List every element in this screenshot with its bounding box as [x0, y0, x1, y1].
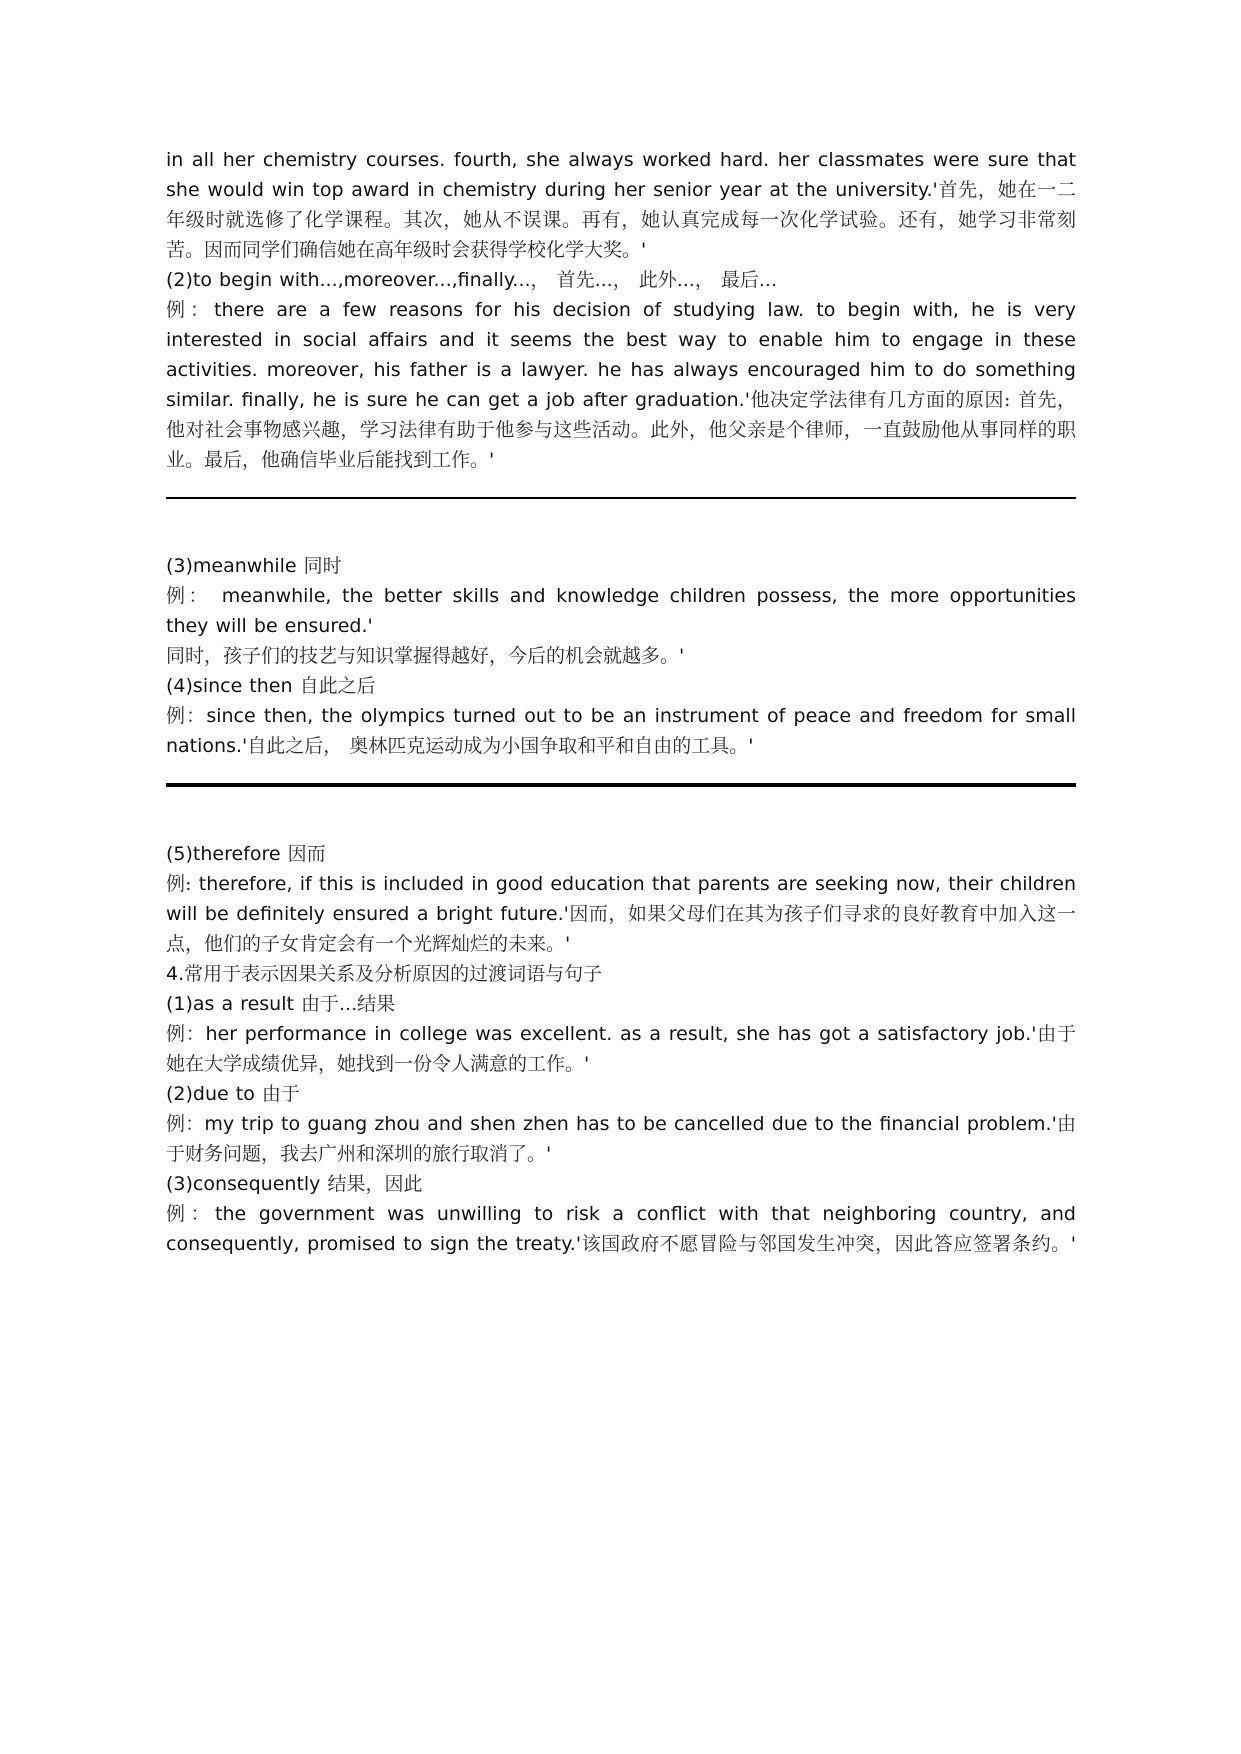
english-text-run: (4)since then [166, 675, 300, 697]
chinese-text-run: 自此之后 [299, 675, 376, 697]
chinese-text-run: 该国政府不愿冒险与邻国发生冲突，因此答应签署条约。 [581, 1233, 1071, 1255]
paragraph [166, 959, 1076, 989]
english-text-run: meanwhile, the better skills and knowledge children possess, the more opportunities they will be ensured.' [166, 585, 1076, 637]
chinese-text-run: 他决定学法律有几方面的原因: 首先，他对社会事物感兴趣，学习法律有助于他参与这些活动。此外，他父亲是个律师，一直鼓励他从事同样的职业。最后，他确信毕业后能找到工作。 [166, 389, 1076, 471]
paragraph [166, 581, 1076, 641]
paragraph [166, 295, 1076, 475]
chinese-text-run: 因而 [287, 843, 326, 865]
chinese-text-run: 由于财务问题，我去广州和深圳的旅行取消了。 [166, 1113, 1076, 1165]
chinese-text-run: 自此之后， 奥林匹克运动成为小国争取和平和自由的工具。 [247, 735, 749, 757]
chinese-text-run: 常用于表示因果关系及分析原因的过渡词语与句子 [184, 963, 603, 985]
paragraph [166, 989, 1076, 1019]
chinese-text-run: 例： [166, 1113, 205, 1135]
paragraph [166, 671, 1076, 701]
english-text-run: ' [489, 449, 495, 471]
chinese-text-run: 由于她在大学成绩优异，她找到一份令人满意的工作。 [166, 1023, 1076, 1075]
chinese-text-run: 例： [166, 585, 222, 607]
chinese-text-run: 首先，她在一二年级时就选修了化学课程。其次，她从不误课。再有，她认真完成每一次化学试验。还有，她学习非常刻苦。因而同学们确信她在高年级时会获得学校化学大奖。 [166, 179, 1076, 261]
chinese-text-run: 由于...结果 [300, 993, 396, 1015]
english-text-run: ' [546, 1143, 552, 1165]
chinese-text-run: 例： [166, 299, 215, 321]
english-text-run: ' [565, 933, 571, 955]
english-text-run: (2)due to [166, 1083, 262, 1105]
english-text-run: (3)meanwhile [166, 555, 304, 577]
chinese-text-run: 同时 [303, 555, 342, 577]
english-text-run: ' [584, 1053, 590, 1075]
chinese-text-run: 同时，孩子们的技艺与知识掌握得越好，今后的机会就越多。 [166, 645, 680, 667]
paragraph [166, 1079, 1076, 1109]
chinese-text-run: 例： [166, 1023, 206, 1045]
paragraph [166, 265, 1076, 295]
chinese-text-run: 由于 [261, 1083, 300, 1105]
english-text-run: (5)therefore [166, 843, 288, 865]
english-text-run: ' [748, 735, 754, 757]
english-text-run: her performance in college was excellent. as a result, she has got a satisfactory job.' [205, 1023, 1037, 1045]
paragraph [166, 1169, 1076, 1199]
section-divider [166, 497, 1076, 499]
english-text-run: since then, the olympics turned out to be an instrument of peace and freedom for small nations.' [166, 705, 1076, 757]
chinese-text-run: 例: [166, 873, 199, 895]
english-text-run: there are a few reasons for his decision of studying law. to begin with, he is very interested in social affairs and it seems the best way to enable him to engage in these activities. moreover, his father is a lawyer. he has always encouraged him to do something similar. finally, he is sure he can get a job after graduation.' [166, 299, 1076, 411]
english-text-run: (2)to begin with...,moreover...,finally... [166, 269, 531, 291]
english-text-run: in all her chemistry courses. fourth, she always worked hard. her classmates were sure that she would win top award in chemistry during her senior year at the university.' [166, 149, 1076, 201]
paragraph [166, 839, 1076, 869]
paragraph [166, 1199, 1076, 1259]
english-text-run: therefore, if this is included in good education that parents are seeking now, their children will be definitely ensured a bright future.' [166, 873, 1076, 925]
chinese-text-run: 例： [166, 1203, 216, 1225]
chinese-text-run: 因而，如果父母们在其为孩子们寻求的良好教育中加入这一点，他们的子女肯定会有一个光辉灿烂的未来。 [166, 903, 1076, 955]
chinese-text-run: ， 首先...， 此外...， 最后... [530, 269, 778, 291]
paragraph [166, 869, 1076, 959]
english-text-run: (1)as a result [166, 993, 301, 1015]
paragraph [166, 641, 1076, 671]
english-text-run: ' [679, 645, 685, 667]
english-text-run: the government was unwilling to risk a conflict with that neighboring country, and consequently, promised to sign the treaty.' [166, 1203, 1076, 1255]
paragraph [166, 145, 1076, 265]
english-text-run: my trip to guang zhou and shen zhen has to be cancelled due to the financial problem.' [204, 1113, 1057, 1135]
section-divider [166, 783, 1076, 787]
paragraph [166, 1109, 1076, 1169]
paragraph [166, 551, 1076, 581]
paragraph [166, 701, 1076, 761]
paragraph [166, 1019, 1076, 1079]
document-content [166, 145, 1076, 1259]
english-text-run: 4. [166, 963, 185, 985]
english-text-run: ' [1070, 1233, 1076, 1255]
chinese-text-run: 例： [166, 705, 207, 727]
english-text-run: (3)consequently [166, 1173, 328, 1195]
english-text-run: ' [641, 239, 647, 261]
chinese-text-run: 结果，因此 [327, 1173, 423, 1195]
